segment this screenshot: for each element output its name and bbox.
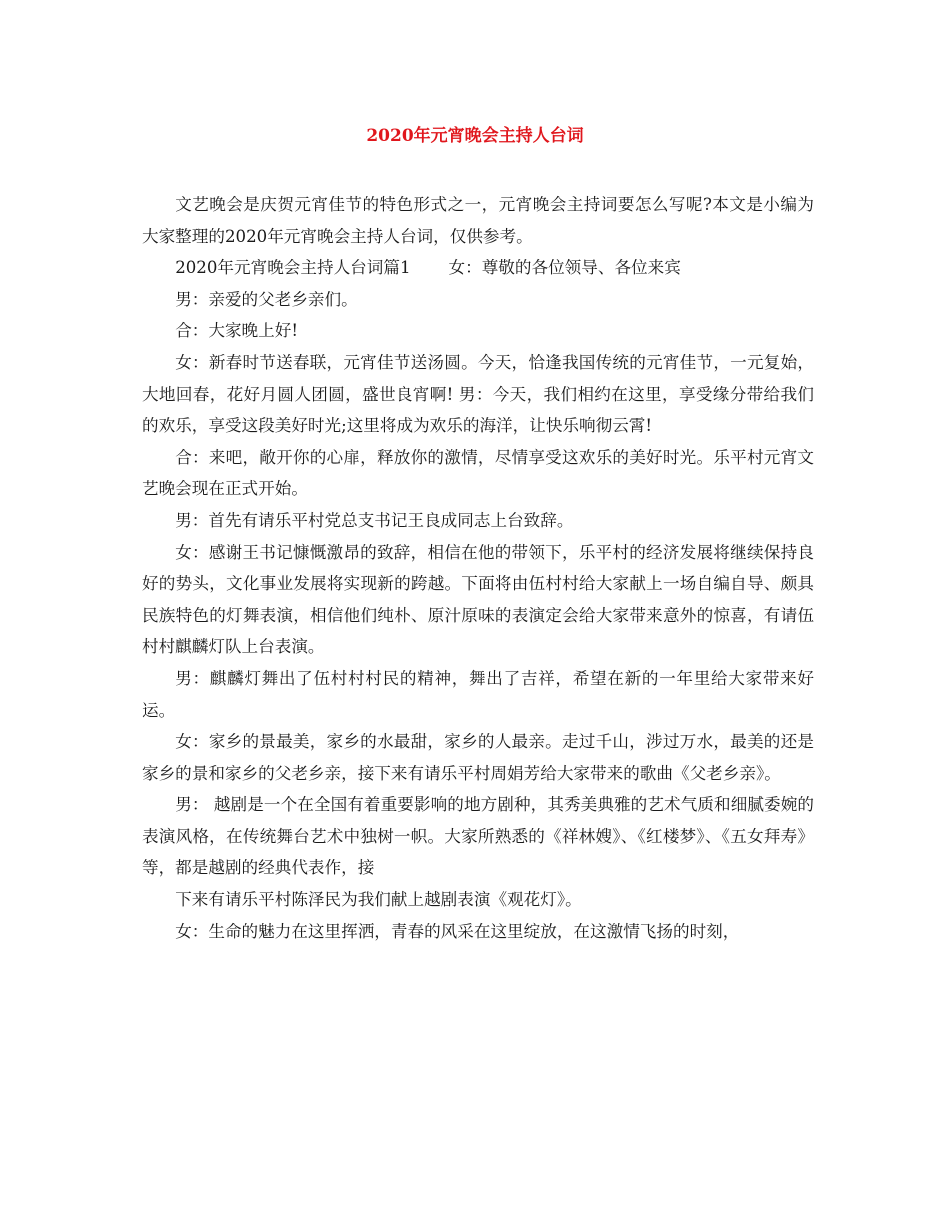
document-title: 2020年元宵晚会主持人台词 xyxy=(366,126,584,146)
script-paragraph: 男：亲爱的父老乡亲们。 xyxy=(175,289,358,309)
section-heading: 2020年元宵晚会主持人台词篇1 xyxy=(175,258,411,278)
script-paragraph: 女：新春时节送春联，元宵佳节送汤圆。今天，恰逢我国传统的元宵佳节，一元复始，大地回春，花好月圆人团圆，盛世良宵啊! 男：今天，我们相约在这里，享受缘分带给我们的欢乐，享受这段美好时光;这里将成为欢乐的海洋，让快乐响彻云霄! xyxy=(142,352,814,436)
intro-paragraph: 文艺晚会是庆贺元宵佳节的特色形式之一，元宵晚会主持词要怎么写呢?本文是小编为大家整理的2020年元宵晚会主持人台词，仅供参考。 xyxy=(142,195,814,246)
script-paragraph: 男： 越剧是一个在全国有着重要影响的地方剧种，其秀美典雅的艺术气质和细腻委婉的表演风格，在传统舞台艺术中独树一帜。大家所熟悉的《祥林嫂》、《红楼梦》、《五女拜寿》等，都是越剧的经典代表作，接 xyxy=(142,795,814,878)
script-paragraph: 男：首先有请乐平村党总支书记王良成同志上台致辞。 xyxy=(175,510,574,530)
document-body xyxy=(142,189,814,947)
script-paragraph: 合：来吧，敞开你的心扉，释放你的激情，尽情享受这欢乐的美好时光。乐平村元宵文艺晚会现在正式开始。 xyxy=(142,447,814,499)
script-paragraph: 女：家乡的景最美，家乡的水最甜，家乡的人最亲。走过千山，涉过万水，最美的还是家乡的景和家乡的父老乡亲，接下来有请乐平村周娟芳给大家带来的歌曲《父老乡亲》。 xyxy=(142,732,814,783)
section-first-line: 女：尊敬的各位领导、各位来宾 xyxy=(448,258,681,278)
script-paragraph: 女：感谢王书记慷慨激昂的致辞，相信在他的带领下，乐平村的经济发展将继续保持良好的势头，文化事业发展将实现新的跨越。下面将由伍村村给大家献上一场自编自导、颇具民族特色的灯舞表演，相信他们纯朴、原汁原味的表演定会给大家带来意外的惊喜，有请伍村村麒麟灯队上台表演。 xyxy=(142,542,814,657)
script-paragraph: 女：生命的魅力在这里挥洒，青春的风采在这里绽放，在这激情飞扬的时刻， xyxy=(175,921,740,941)
section-heading-line xyxy=(142,252,814,284)
script-paragraph: 合：大家晚上好! xyxy=(175,321,299,341)
script-paragraph: 男：麒麟灯舞出了伍村村村民的精神，舞出了吉祥，希望在新的一年里给大家带来好运。 xyxy=(142,668,814,720)
script-paragraph: 下来有请乐平村陈泽民为我们献上越剧表演《观花灯》。 xyxy=(175,890,582,910)
